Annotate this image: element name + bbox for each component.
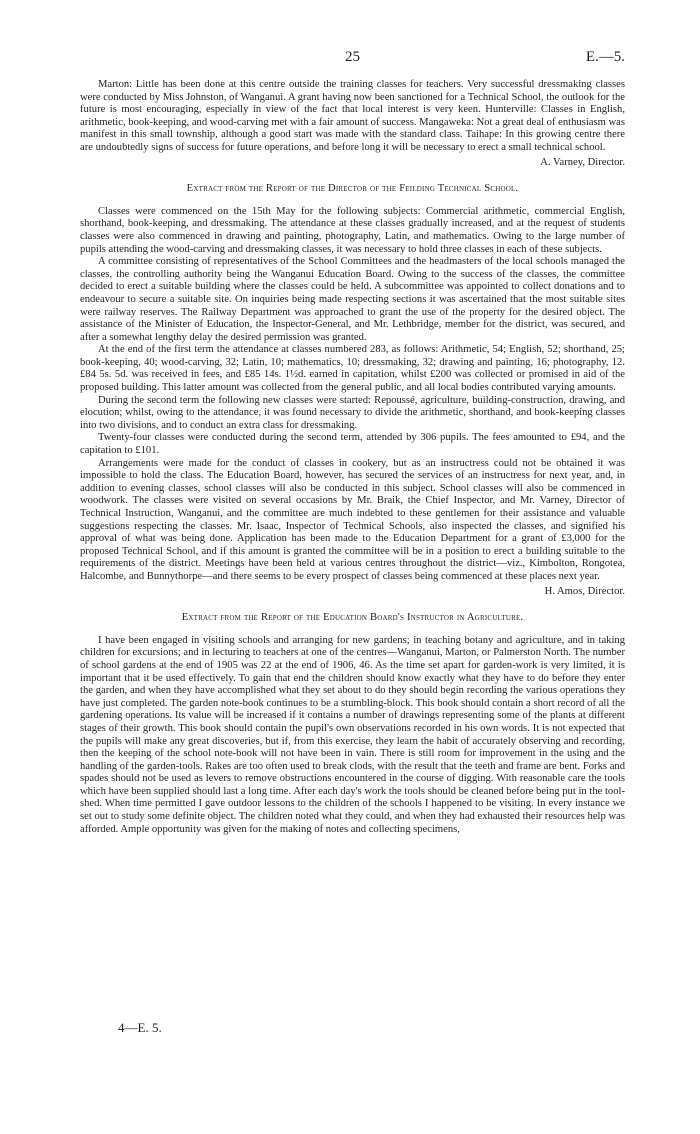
paragraph-marton: Marton: Little has been done at this centre outside the training classes for teachers. Very successful dressmaking classes were conducted by Miss Johnston, of Wanganui. A grant having now been sanctioned for a Technical School, the outlook for the future is most encouraging, especially in view of the fact that local interest is very keen. Hunterville: Classes in English, arithmetic, book-keeping, and wood-carving met with a fair amount of success. Mangaweka: Not a great deal of enthusiasm was manifest in this small township, although a good start was made with the standard class. Taihape: In this growing centre there are undoubtedly signs of success for future operations, and before long it will be necessary to erect a small technical school. <box>80 79 625 153</box>
page-number: 25 <box>345 49 360 65</box>
signature-varney: A. Varney, Director. <box>540 156 625 168</box>
signature-amos: H. Amos, Director. <box>544 585 625 597</box>
paragraph: A committee consisting of representatives of the School Committees and the headmasters of the local schools managed the classes, the controlling authority being the Wanganui Education Board. Owing to the success of the classes, the committee decided to erect a suitable building where the classes could be held. A subcommittee was appointed to collect donations and to endeavour to secure a suitable site. On inquiries being made respecting sections it was ascertained that the most suitable sites were railway reserves. The Railway Department was approached to grant the use of the property for the desired object. The assistance of the Minister of Education, the Inspector-General, and Mr. Lethbridge, member for the district, was secured, and after a somewhat lengthy delay the desired permission was granted. <box>80 256 625 343</box>
section-heading-agriculture: Extract from the Report of the Education Board's Instructor in Agriculture. <box>181 612 524 624</box>
running-head <box>80 49 625 67</box>
document-reference: E.—5. <box>585 49 625 65</box>
signature-mark: 4—E. 5. <box>118 1020 162 1035</box>
paragraph: Arrangements were made for the conduct of classes in cookery, but as an instructress could not be obtained it was impossible to hold the class. The Education Board, however, has secured the services of an instructress for next year, and, in addition to evening classes, school classes will also be conducted in this subject. School classes will also be commenced in woodwork. The classes were visited on several occasions by Mr. Braik, the Chief Inspector, and Mr. Varney, Director of Technical Instruction, Wanganui, and the committee are much indebted to these gentlemen for their assistance and valuable suggestions respecting the classes. Mr. Isaac, Inspector of Technical Schools, also inspected the classes, and signified his approval of what was being done. Application has been made to the Education Department for a grant of £3,000 for the proposed Technical School, and if this amount is granted the committee will be in a position to erect a building suitable to the requirements of the district. Meetings have been held at various centres throughout the district—viz., Kimbolton, Rongotea, Halcombe, and Bunnythorpe—and there seems to be every prospect of classes being commenced at these places next year. <box>80 457 625 582</box>
paragraph: Twenty-four classes were conducted during the second term, attended by 306 pupils. The fees amounted to £94, and the capitation to £101. <box>80 432 625 457</box>
paragraph: At the end of the first term the attendance at classes numbered 283, as follows: Arithmetic, 54; English, 52; shorthand, 25; book-keeping, 40; wood-carving, 32; Latin, 10; mathematics, 10; dressmaking, 32; drawing and painting, 16; photography, 12. £84 5s. 5d. was received in fees, and £85 14s. 1½d. earned in capitation, whilst £200 was collected or promised in aid of the proposed building. This latter amount was collected from the general public, and all local bodies contributed varying amounts. <box>80 344 625 394</box>
document-body <box>80 79 625 836</box>
paragraph: During the second term the following new classes were started: Repoussé, agriculture, building-construction, drawing, and elocution; whilst, owing to the attendance, it was found necessary to divide the arithmetic, shorthand, and book-keeping classes into two divisions, and to conduct an extra class for dressmaking. <box>80 394 625 431</box>
section-heading-feilding: Extract from the Report of the Director of the Feilding Technical School. <box>186 183 519 195</box>
paragraph: Classes were commenced on the 15th May for the following subjects: Commercial arithmetic, commercial English, shorthand, book-keeping, and dressmaking. The attendance at these classes gradually increased, and at the request of students classes were also commenced in drawing and painting, photography, Latin, and mathematics. Owing to the large number of pupils attending the wood-carving and dressmaking classes, it was necessary to hold three classes in each of these subjects. <box>80 205 625 255</box>
paragraph-agriculture: I have been engaged in visiting schools and arranging for new gardens; in teaching botany and agriculture, and in taking children for excursions; and in lecturing to teachers at one of the centres—Wanganui, Marton, or Palmerston North. The number of school gardens at the end of 1905 was 22 at the end of 1906, 46. As the time set apart for garden-work is very limited, it is important that it be used effectively. To gain that end the children should know exactly what they have to do before they enter the garden, and when they have accomplished what they set about to do they should begin recording the various operations they have just completed. The garden note-book continues to be a stumbling-block. This book should contain a short record of all the gardening operations. Its value will be increased if it contains a number of drawings representing some of the plants at different stages of their growth. This book should contain the pupil's own observations recorded in his own words. It is not expected that the pupils will make any great discoveries, but if, from this exercise, they learn the habit of accurately observing and recording, then the keeping of the school note-book will not have been in vain. There is still room for improvement in the using and the handling of the garden-tools. Rakes are too often used to break clods, with the result that the teeth and frame are bent. Forks and spades should not be used as levers to remove obstructions encountered in the course of digging. With reasonable care the tools which have been supplied should last a long time. After each day's work the tools should be cleaned before being put in the tool-shed. When time permitted I gave outdoor lessons to the children of the schools I happened to be visiting. In every instance we set out to study some definite object. The children noted what they could, and when they had exhausted their resources help was afforded. Ample opportunity was given for the making of notes and collecting specimens, <box>80 634 625 835</box>
